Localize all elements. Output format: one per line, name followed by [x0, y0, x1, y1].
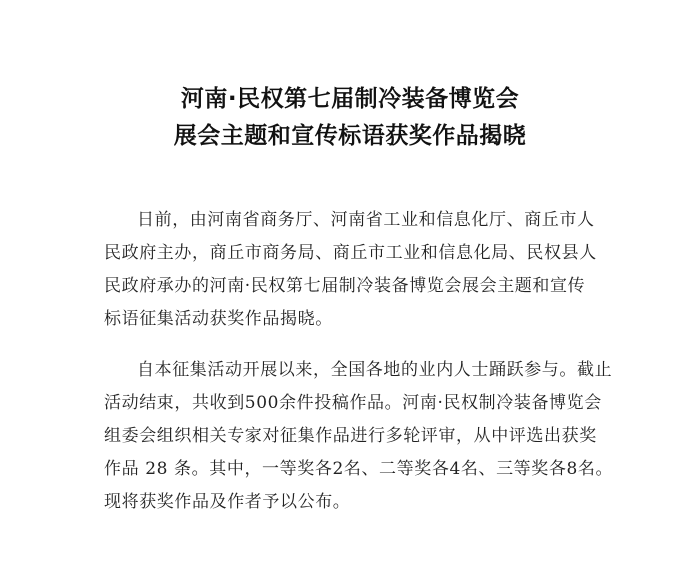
- paragraph-2-line-3: 组委会组织相关专家对征集作品进行多轮评审，从中评选出获奖: [104, 426, 597, 446]
- paragraph-1-line-2: 民政府主办，商丘市商务局、商丘市工业和信息化局、民权县人: [104, 243, 597, 263]
- paragraph-1-line-1: 日前，由河南省商务厅、河南省工业和信息化厅、商丘市人: [137, 210, 595, 230]
- paragraph-2-line-1: 自本征集活动开展以来，全国各地的业内人士踊跃参与。截止: [137, 360, 613, 380]
- document-title-line-2: 展会主题和宣传标语获奖作品揭晓: [173, 123, 527, 149]
- document-title-line-1: 河南·民权第七届制冷装备博览会: [180, 86, 520, 112]
- paragraph-1-line-3: 民政府承办的河南·民权第七届制冷装备博览会展会主题和宣传: [104, 276, 586, 296]
- paragraph-2-line-5: 现将获奖作品及作者予以公布。: [104, 492, 351, 512]
- paragraph-2-line-4: 作品 28 条。其中，一等奖各2名、二等奖各4名、三等奖各8名。: [104, 459, 614, 479]
- paragraph-2-line-2: 活动结束，共收到500余件投稿作品。河南·民权制冷装备博览会: [104, 393, 602, 413]
- paragraph-1-line-4: 标语征集活动获奖作品揭晓。: [104, 309, 333, 329]
